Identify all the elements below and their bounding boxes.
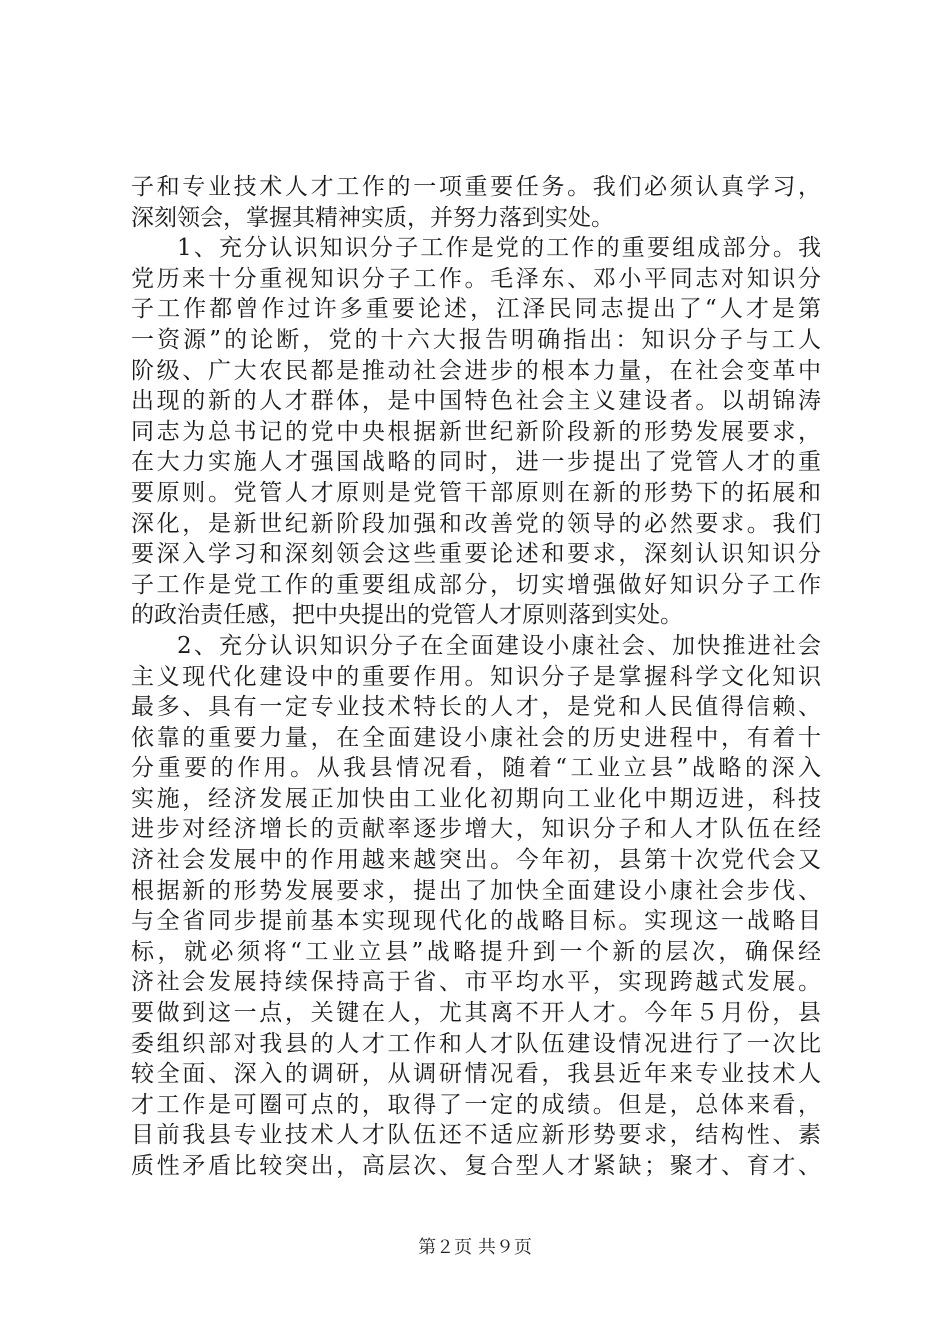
text-line: 在大力实施人才强国战略的同时，进一步提出了党管人才的重 [131, 449, 821, 476]
text-line: 较全面、深入的调研，从调研情况看，我县近年来专业技术人 [131, 1061, 821, 1088]
text-line: 委组织部对我县的人才工作和人才队伍建设情况进行了一次比 [131, 1030, 821, 1057]
text-line: 进步对经济增长的贡献率逐步增大，知识分子和人才队伍在经 [131, 816, 821, 843]
text-line: 根据新的形势发展要求，提出了加快全面建设小康社会步伐、 [131, 877, 821, 904]
text-line: 一资源”的论断，党的十六大报告明确指出：知识分子与工人 [131, 326, 821, 353]
text-line: 质性矛盾比较突出，高层次、复合型人才紧缺；聚才、育才、 [131, 1153, 821, 1179]
text-line: 最多、具有一定专业技术特长的人才，是党和人民值得信赖、 [131, 694, 821, 721]
text-line: 要原则。党管人才原则是党管干部原则在新的形势下的拓展和 [131, 479, 821, 506]
text-line: 子工作都曾作过许多重要论述，江泽民同志提出了“人才是第 [131, 296, 821, 323]
text-line: 与全省同步提前基本实现现代化的战略目标。实现这一战略目 [131, 908, 821, 935]
text-line: 阶级、广大农民都是推动社会进步的根本力量，在社会变革中 [131, 357, 821, 384]
page-number-footer: 第２页 共９页 [418, 1237, 532, 1258]
text-line: 才工作是可圈可点的，取得了一定的成绩。但是，总体来看， [131, 1091, 821, 1118]
text-line: 同志为总书记的党中央根据新世纪新阶段新的形势发展要求， [131, 418, 821, 445]
text-line: 1、充分认识知识分子工作是党的工作的重要组成部分。我 [177, 235, 821, 262]
text-line: 党历来十分重视知识分子工作。毛泽东、邓小平同志对知识分 [131, 265, 821, 292]
text-line: 依靠的重要力量，在全面建设小康社会的历史进程中，有着十 [131, 724, 821, 751]
document-body [131, 172, 821, 1182]
text-line: 济社会发展持续保持高于省、市平均水平，实现跨越式发展。 [131, 969, 821, 996]
text-line: 分重要的作用。从我县情况看，随着“工业立县”战略的深入 [131, 755, 821, 782]
text-line: 深刻领会，掌握其精神实质，并努力落到实处。 [131, 204, 614, 231]
text-line: 深化，是新世纪新阶段加强和改善党的领导的必然要求。我们 [131, 510, 821, 537]
text-line: 要深入学习和深刻领会这些重要论述和要求，深刻认识知识分 [131, 541, 821, 568]
text-line: 主义现代化建设中的重要作用。知识分子是掌握科学文化知识 [131, 663, 821, 690]
text-line: 标，就必须将“工业立县”战略提升到一个新的层次，确保经 [131, 938, 821, 965]
text-line: 出现的新的人才群体，是中国特色社会主义建设者。以胡锦涛 [131, 388, 821, 415]
text-line: 要做到这一点，关键在人，尤其离不开人才。今年５月份，县 [131, 1000, 821, 1027]
text-line: 的政治责任感，把中央提出的党管人才原则落到实处。 [131, 602, 683, 629]
text-line: 2、充分认识知识分子在全面建设小康社会、加快推进社会 [177, 632, 821, 659]
text-line: 子工作是党工作的重要组成部分，切实增强做好知识分子工作 [131, 571, 821, 598]
text-line: 实施，经济发展正加快由工业化初期向工业化中期迈进，科技 [131, 785, 821, 812]
text-line: 济社会发展中的作用越来越突出。今年初，县第十次党代会又 [131, 847, 821, 874]
text-line: 子和专业技术人才工作的一项重要任务。我们必须认真学习， [131, 174, 821, 200]
text-line: 目前我县专业技术人才队伍还不适应新形势要求，结构性、素 [131, 1122, 821, 1149]
